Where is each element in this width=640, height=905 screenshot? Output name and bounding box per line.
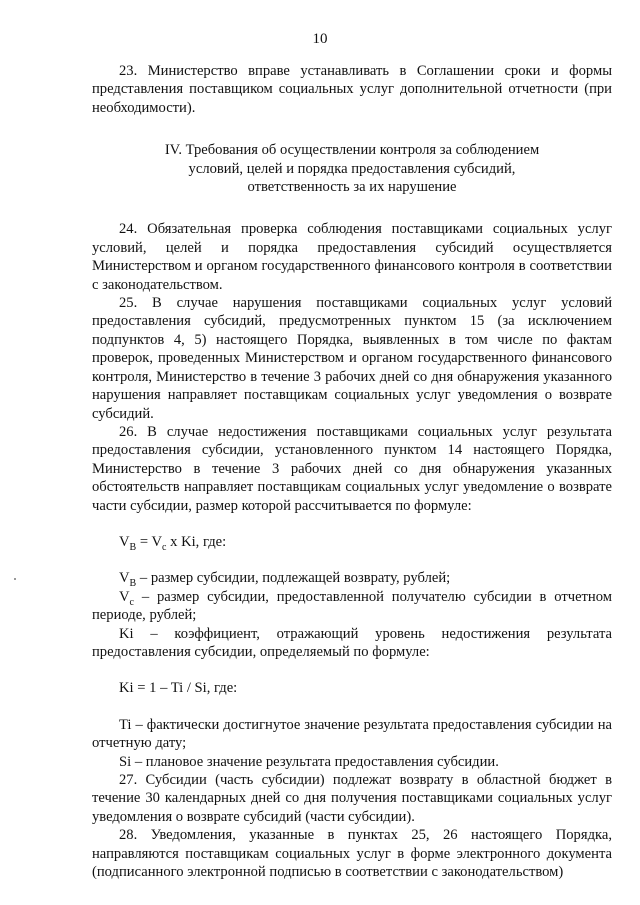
- definition-ti: Ti – фактически достигнутое значение результата предоставления субсидии на отчетную дату;: [92, 716, 612, 752]
- paragraph-26: 26. В случае недостижения поставщиками социальных услуг результата предоставления субсидии, установленного пунктом 14 настоящего Порядка, Министерство в течение 3 рабочих дней со дня обнаружения указанных обстоятельств направляет поставщикам социальных услуг уведомление о возврате части субсидии, размер которой рассчитывается по формуле:: [92, 423, 612, 514]
- formula-rest: x Ki, где:: [166, 533, 227, 550]
- paragraph-24: 24. Обязательная проверка соблюдения поставщиками социальных услуг условий, целей и порядка предоставления субсидий осуществляется Министерством и органом государственного финансового контроля в соответствии с законодательством.: [92, 221, 612, 293]
- def-vb-text: – размер субсидии, подлежащей возврату, рублей;: [136, 570, 451, 587]
- formula-vb: [92, 533, 612, 551]
- def-vc-text: – размер субсидии, предоставленной получателю субсидии в отчетном периоде, рублей;: [92, 588, 612, 624]
- paragraph-23: 23. Министерство вправе устанавливать в Соглашении сроки и формы представления поставщиком социальных услуг дополнительной отчетности (при необходимости).: [92, 63, 612, 116]
- scan-speck: [14, 578, 16, 580]
- formula-v: V: [119, 533, 130, 550]
- section-heading-line-3: ответственность за их нарушение: [247, 179, 457, 196]
- paragraph-28: 28. Уведомления, указанные в пунктах 25, 26 настоящего Порядка, направляются поставщикам социальных услуг в форме электронного документа (подписанного электронной подписью в соответствии с законодательством): [92, 827, 612, 881]
- section-heading-line-1: IV. Требования об осуществлении контроля за соблюдением: [164, 142, 540, 159]
- page-content: [92, 62, 612, 881]
- def-vc-sub: c: [129, 596, 134, 608]
- formula-sub-c: c: [162, 541, 167, 553]
- definition-ki: Ki – коэффициент, отражающий уровень недостижения результата предоставления субсидии, определяемый по формуле:: [92, 625, 612, 660]
- section-heading-line-2: условий, целей и порядка предоставления субсидий,: [188, 160, 516, 177]
- paragraph-27: 27. Субсидии (часть субсидии) подлежат возврату в областной бюджет в течение 30 календарных дней со дня получения поставщиками социальных услуг уведомления о возврате субсидий (части субсидии).: [92, 772, 612, 825]
- def-vc-symbol: V: [119, 588, 130, 605]
- definition-vb: [92, 569, 612, 590]
- formula-sub-b: B: [129, 541, 137, 553]
- formula-ki: Ki = 1 – Ti / Si, где:: [119, 680, 238, 697]
- definition-vc: [92, 588, 612, 625]
- def-vb-sub: B: [129, 578, 137, 590]
- formula-eq: = V: [136, 533, 163, 550]
- definition-si: Si – плановое значение результата предоставления субсидии.: [119, 753, 499, 770]
- paragraph-25: 25. В случае нарушения поставщиками социальных услуг условий предоставления субсидий, предусмотренных пунктом 15 (за исключением подпунктов 4, 5) настоящего Порядка, выявленных в том числе по фактам проверок, проведенных Министерством и органом государственного финансового контроля, Министерство в течение 3 рабочих дней со дня обнаружения указанного нарушения направляет поставщикам социальных услуг уведомления о возврате субсидий.: [92, 295, 612, 422]
- def-vb-symbol: V: [119, 570, 130, 587]
- page-number: 10: [312, 31, 328, 47]
